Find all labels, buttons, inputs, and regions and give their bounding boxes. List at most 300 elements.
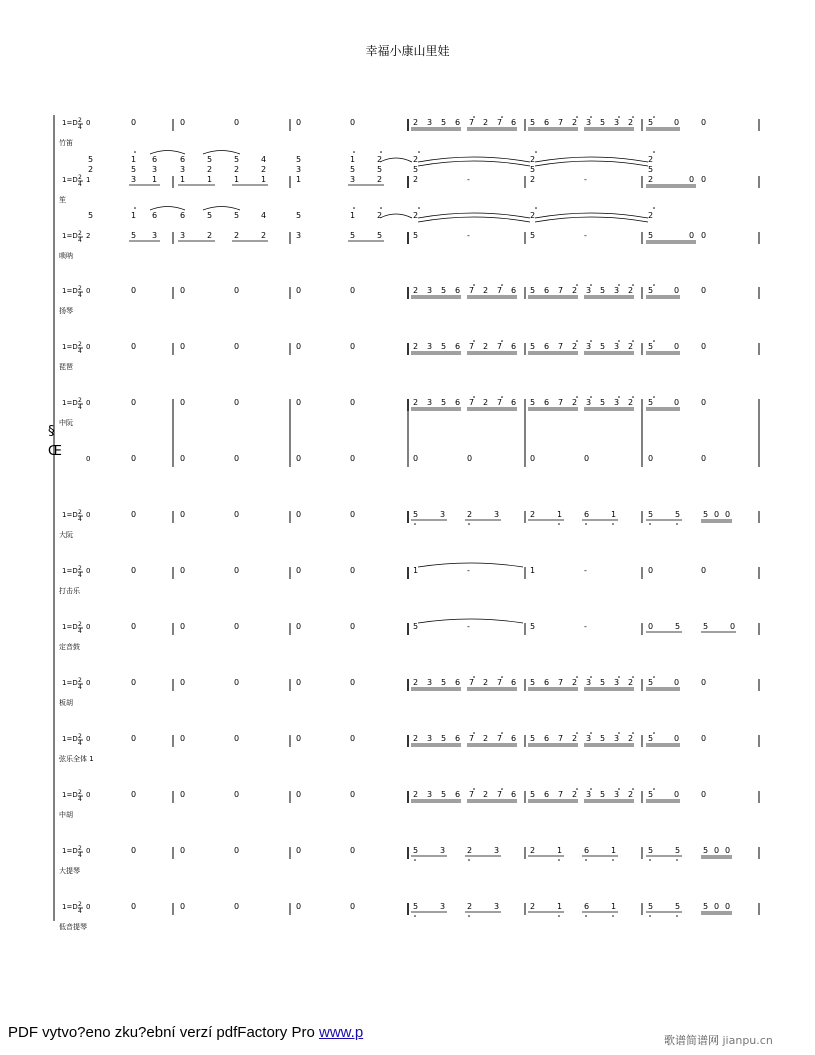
note: 5 <box>441 118 447 127</box>
octave-dot <box>501 788 503 790</box>
octave-dot <box>418 151 420 153</box>
rest: 0 <box>350 734 356 743</box>
low-dot <box>558 523 560 525</box>
note: 3 <box>586 790 592 799</box>
note: 6 <box>584 510 590 519</box>
note: 2 <box>483 398 489 407</box>
note: 2 <box>413 398 419 407</box>
low-dot <box>612 859 614 861</box>
time-numerator: 2 <box>78 285 82 292</box>
note: 2 <box>628 790 634 799</box>
rest: 0 <box>674 734 680 743</box>
note: 2 <box>628 118 634 127</box>
note: 5 <box>600 118 606 127</box>
site-watermark <box>664 1032 773 1048</box>
rest: 0 <box>648 454 654 463</box>
note: 7 <box>469 286 475 295</box>
rest: 0 <box>86 791 91 799</box>
staff-row <box>48 396 759 473</box>
note: 3 <box>427 734 433 743</box>
note: 2 <box>234 165 240 174</box>
tie <box>535 161 648 166</box>
time-numerator: 2 <box>78 621 82 628</box>
low-dot <box>414 859 416 861</box>
rest: 0 <box>131 902 137 911</box>
note: 2 <box>530 175 536 184</box>
rest: 0 <box>180 454 186 463</box>
note: 5 <box>207 211 213 220</box>
low-dot <box>649 915 651 917</box>
octave-dot <box>473 284 475 286</box>
note: 2 <box>261 165 267 174</box>
low-dot <box>414 523 416 525</box>
dash: - <box>467 566 470 575</box>
time-numerator: 2 <box>78 677 82 684</box>
note: 1 <box>131 155 137 164</box>
rest: 0 <box>234 510 240 519</box>
rest: 0 <box>296 286 302 295</box>
note: 7 <box>469 678 475 687</box>
note: 5 <box>648 286 654 295</box>
rest: 0 <box>296 846 302 855</box>
note: 6 <box>455 398 461 407</box>
key-signature: 1=D <box>62 287 78 295</box>
note: 3 <box>586 734 592 743</box>
staff-row <box>54 116 759 147</box>
time-numerator: 2 <box>78 341 82 348</box>
rest: 0 <box>234 454 240 463</box>
note: 2 <box>234 231 240 240</box>
note: 2 <box>413 342 419 351</box>
note: 7 <box>469 790 475 799</box>
note: 2 <box>413 734 419 743</box>
key-signature: 1=D <box>62 791 78 799</box>
note: 5 <box>296 211 302 220</box>
rest: 0 <box>131 342 137 351</box>
rest: 0 <box>296 678 302 687</box>
octave-dot <box>473 340 475 342</box>
rest: 0 <box>180 622 186 631</box>
octave-dot <box>576 284 578 286</box>
note: 2 <box>413 211 419 220</box>
rest: 0 <box>131 286 137 295</box>
octave-dot <box>590 732 592 734</box>
note: 5 <box>88 211 94 220</box>
note: 7 <box>558 734 564 743</box>
time-numerator: 2 <box>78 901 82 908</box>
time-denominator: 4 <box>78 628 82 635</box>
rest: 0 <box>350 118 356 127</box>
rest: 0 <box>350 398 356 407</box>
rest: 0 <box>180 398 186 407</box>
note: 6 <box>544 678 550 687</box>
note: 7 <box>558 118 564 127</box>
dash: - <box>467 622 470 631</box>
staff-row <box>54 207 759 261</box>
slur <box>203 207 240 211</box>
rest: 0 <box>131 510 137 519</box>
note: 5 <box>530 231 536 240</box>
staff-row <box>54 563 759 595</box>
rest: 0 <box>350 566 356 575</box>
rest: 0 <box>648 622 654 631</box>
low-dot <box>468 859 470 861</box>
rest: 0 <box>296 902 302 911</box>
octave-dot <box>590 788 592 790</box>
time-denominator: 4 <box>78 404 82 411</box>
slur <box>150 207 185 211</box>
note: 7 <box>497 342 503 351</box>
instrument-name: 中胡 <box>59 811 73 819</box>
octave-dot <box>653 284 655 286</box>
note: 3 <box>440 846 446 855</box>
note: 1 <box>207 175 213 184</box>
pdf-footer <box>8 1024 363 1041</box>
rest: 0 <box>86 735 91 743</box>
octave-dot <box>576 676 578 678</box>
instrument-name: 定音鼓 <box>59 643 80 651</box>
time-denominator: 4 <box>78 908 82 915</box>
note: 6 <box>511 678 517 687</box>
note: 2 <box>648 155 654 164</box>
note: 7 <box>469 734 475 743</box>
octave-dot <box>653 788 655 790</box>
time-denominator: 4 <box>78 852 82 859</box>
staff-row <box>54 788 759 819</box>
note: 2 <box>483 678 489 687</box>
rest: 0 <box>180 286 186 295</box>
note: 2 <box>483 790 489 799</box>
note: 1 <box>86 176 91 184</box>
rest: 0 <box>701 454 707 463</box>
octave-dot <box>653 732 655 734</box>
rest: 0 <box>86 511 91 519</box>
key-signature: 1=D <box>62 232 78 240</box>
note: 5 <box>377 165 383 174</box>
octave-dot <box>576 396 578 398</box>
time-denominator: 4 <box>78 796 82 803</box>
octave-dot <box>576 788 578 790</box>
note: 2 <box>467 510 473 519</box>
note: 5 <box>648 118 654 127</box>
rest: 0 <box>725 510 731 519</box>
note: 6 <box>511 734 517 743</box>
note: 6 <box>511 342 517 351</box>
note: 5 <box>675 846 681 855</box>
rest: 0 <box>674 398 680 407</box>
note: 5 <box>648 846 654 855</box>
time-denominator: 4 <box>78 516 82 523</box>
note: 0 <box>730 622 736 631</box>
note: 3 <box>586 678 592 687</box>
octave-dot <box>134 207 136 209</box>
key-signature: 1=D <box>62 176 78 184</box>
note: 5 <box>648 902 654 911</box>
note: 6 <box>544 342 550 351</box>
segno-sign: § <box>48 424 55 439</box>
note: 7 <box>497 286 503 295</box>
note: 3 <box>614 286 620 295</box>
note: 5 <box>413 510 419 519</box>
rest: 0 <box>234 622 240 631</box>
note: 5 <box>88 155 94 164</box>
note: 3 <box>427 342 433 351</box>
rest: 0 <box>131 118 137 127</box>
note: 5 <box>530 342 536 351</box>
time-numerator: 2 <box>78 565 82 572</box>
rest: 0 <box>674 678 680 687</box>
low-dot <box>585 859 587 861</box>
time-numerator: 2 <box>78 733 82 740</box>
rest: 0 <box>413 454 419 463</box>
instrument-name: 唢呐 <box>59 252 73 260</box>
note: 2 <box>483 734 489 743</box>
note: 3 <box>614 398 620 407</box>
octave-dot <box>501 340 503 342</box>
rest: 0 <box>296 622 302 631</box>
note: 7 <box>558 678 564 687</box>
note: 5 <box>441 342 447 351</box>
note: 1 <box>557 846 563 855</box>
slur <box>203 151 240 155</box>
note: 1 <box>350 155 356 164</box>
note: 1 <box>261 175 267 184</box>
low-dot <box>612 523 614 525</box>
staff-row <box>54 901 759 931</box>
note: 3 <box>427 286 433 295</box>
octave-dot <box>501 732 503 734</box>
octave-dot <box>653 676 655 678</box>
time-denominator: 4 <box>78 292 82 299</box>
rest: 0 <box>467 454 473 463</box>
note: 3 <box>180 165 186 174</box>
rest: 0 <box>86 287 91 295</box>
note: 5 <box>648 342 654 351</box>
note: 6 <box>511 790 517 799</box>
note: 7 <box>558 398 564 407</box>
note: 2 <box>483 118 489 127</box>
note: 5 <box>234 155 240 164</box>
dash: - <box>584 622 587 631</box>
note: 2 <box>572 118 578 127</box>
note: 1 <box>413 566 419 575</box>
rest: 0 <box>234 734 240 743</box>
octave-dot <box>632 676 634 678</box>
rest: 0 <box>180 678 186 687</box>
note: 6 <box>584 902 590 911</box>
note: 5 <box>530 734 536 743</box>
low-dot <box>649 859 651 861</box>
rest: 0 <box>180 510 186 519</box>
octave-dot <box>501 116 503 118</box>
rest: 0 <box>350 846 356 855</box>
note: 6 <box>544 734 550 743</box>
note: 5 <box>441 734 447 743</box>
octave-dot <box>353 151 355 153</box>
dash: - <box>584 231 587 240</box>
note: 2 <box>572 398 578 407</box>
note: 3 <box>586 342 592 351</box>
note: 6 <box>544 790 550 799</box>
note: 2 <box>572 286 578 295</box>
rest: 0 <box>234 342 240 351</box>
note: 3 <box>586 286 592 295</box>
note: 6 <box>180 211 186 220</box>
note: 5 <box>648 398 654 407</box>
dash: - <box>584 566 587 575</box>
note: 6 <box>584 846 590 855</box>
low-dot <box>468 915 470 917</box>
watermark-url: jianpu.cn <box>722 1034 773 1047</box>
note: 6 <box>511 118 517 127</box>
time-denominator: 4 <box>78 348 82 355</box>
octave-dot <box>618 284 620 286</box>
note: 5 <box>413 231 419 240</box>
rest: 0 <box>296 118 302 127</box>
note: 5 <box>648 734 654 743</box>
note: 3 <box>131 175 137 184</box>
note: 2 <box>628 678 634 687</box>
time-numerator: 2 <box>78 230 82 237</box>
rest: 0 <box>648 566 654 575</box>
octave-dot <box>590 284 592 286</box>
rest: 0 <box>180 902 186 911</box>
time-numerator: 2 <box>78 845 82 852</box>
note: 3 <box>586 118 592 127</box>
note: 2 <box>530 211 536 220</box>
staff-row <box>54 340 759 371</box>
low-dot <box>585 523 587 525</box>
note: 5 <box>600 286 606 295</box>
rest: 0 <box>689 231 695 240</box>
note: 6 <box>544 398 550 407</box>
dash: - <box>467 175 470 184</box>
rest: 0 <box>86 623 91 631</box>
note: 1 <box>350 211 356 220</box>
octave-dot <box>501 396 503 398</box>
note: 5 <box>441 790 447 799</box>
octave-dot <box>632 116 634 118</box>
note: 5 <box>413 622 419 631</box>
instrument-name: 扬琴 <box>59 307 73 315</box>
rest: 0 <box>86 679 91 687</box>
note: 6 <box>455 342 461 351</box>
note: 5 <box>377 231 383 240</box>
rest: 0 <box>86 119 91 127</box>
octave-dot <box>535 207 537 209</box>
octave-dot <box>618 340 620 342</box>
rest: 0 <box>131 790 137 799</box>
instrument-name: 大提琴 <box>59 867 80 875</box>
rest: 0 <box>674 286 680 295</box>
note: 2 <box>572 342 578 351</box>
note: 2 <box>483 342 489 351</box>
tie <box>418 217 530 222</box>
rest: 0 <box>234 790 240 799</box>
note: 6 <box>455 734 461 743</box>
note: 6 <box>511 286 517 295</box>
octave-dot <box>653 340 655 342</box>
note: 2 <box>530 155 536 164</box>
octave-dot <box>632 340 634 342</box>
time-denominator: 4 <box>78 740 82 747</box>
rest: 0 <box>350 286 356 295</box>
note: 2 <box>572 678 578 687</box>
rest: 0 <box>674 118 680 127</box>
low-dot <box>612 915 614 917</box>
instrument-name: 竹笛 <box>59 139 73 147</box>
rest: 0 <box>86 455 91 463</box>
pdf-footer-text: PDF vytvo?eno zku?ební verzí pdfFactory Pro <box>8 1024 319 1041</box>
note: 2 <box>628 286 634 295</box>
octave-dot <box>134 151 136 153</box>
note: 3 <box>614 678 620 687</box>
note: 3 <box>440 510 446 519</box>
low-dot <box>649 523 651 525</box>
note: 7 <box>497 790 503 799</box>
rest: 0 <box>234 902 240 911</box>
note: 5 <box>441 286 447 295</box>
rest: 0 <box>725 902 731 911</box>
note: 2 <box>261 231 267 240</box>
pdf-footer-link[interactable]: www.p <box>318 1024 364 1041</box>
rest: 0 <box>296 734 302 743</box>
note: 5 <box>413 165 419 174</box>
note: 5 <box>530 118 536 127</box>
note: 7 <box>558 790 564 799</box>
rest: 0 <box>86 903 91 911</box>
octave-dot <box>418 207 420 209</box>
note: 5 <box>600 398 606 407</box>
note: 5 <box>207 155 213 164</box>
note: 5 <box>703 510 709 519</box>
note: 6 <box>455 790 461 799</box>
rest: 0 <box>350 454 356 463</box>
note: 3 <box>296 231 302 240</box>
key-signature: 1=D <box>62 343 78 351</box>
staff-row <box>54 284 759 315</box>
note: 2 <box>207 231 213 240</box>
note: 1 <box>611 846 617 855</box>
rest: 0 <box>234 846 240 855</box>
instrument-name: 中阮 <box>59 419 73 427</box>
octave-dot <box>618 732 620 734</box>
rest: 0 <box>701 342 707 351</box>
low-dot <box>558 859 560 861</box>
instrument-name: 弦乐全体 1 <box>59 755 94 763</box>
low-dot <box>468 523 470 525</box>
rest: 5 <box>703 622 709 631</box>
note: 7 <box>497 398 503 407</box>
time-denominator: 4 <box>78 124 82 131</box>
note: 3 <box>494 846 500 855</box>
rest: 0 <box>296 398 302 407</box>
time-denominator: 4 <box>78 684 82 691</box>
note: 2 <box>413 286 419 295</box>
rest: 0 <box>234 118 240 127</box>
low-dot <box>676 859 678 861</box>
octave-dot <box>653 151 655 153</box>
note: 7 <box>558 286 564 295</box>
note: 5 <box>648 510 654 519</box>
note: 6 <box>455 286 461 295</box>
low-dot <box>676 915 678 917</box>
note: 5 <box>675 622 681 631</box>
rest: 0 <box>701 566 707 575</box>
note: 2 <box>467 846 473 855</box>
rest: 0 <box>180 734 186 743</box>
key-signature: 1=D <box>62 903 78 911</box>
